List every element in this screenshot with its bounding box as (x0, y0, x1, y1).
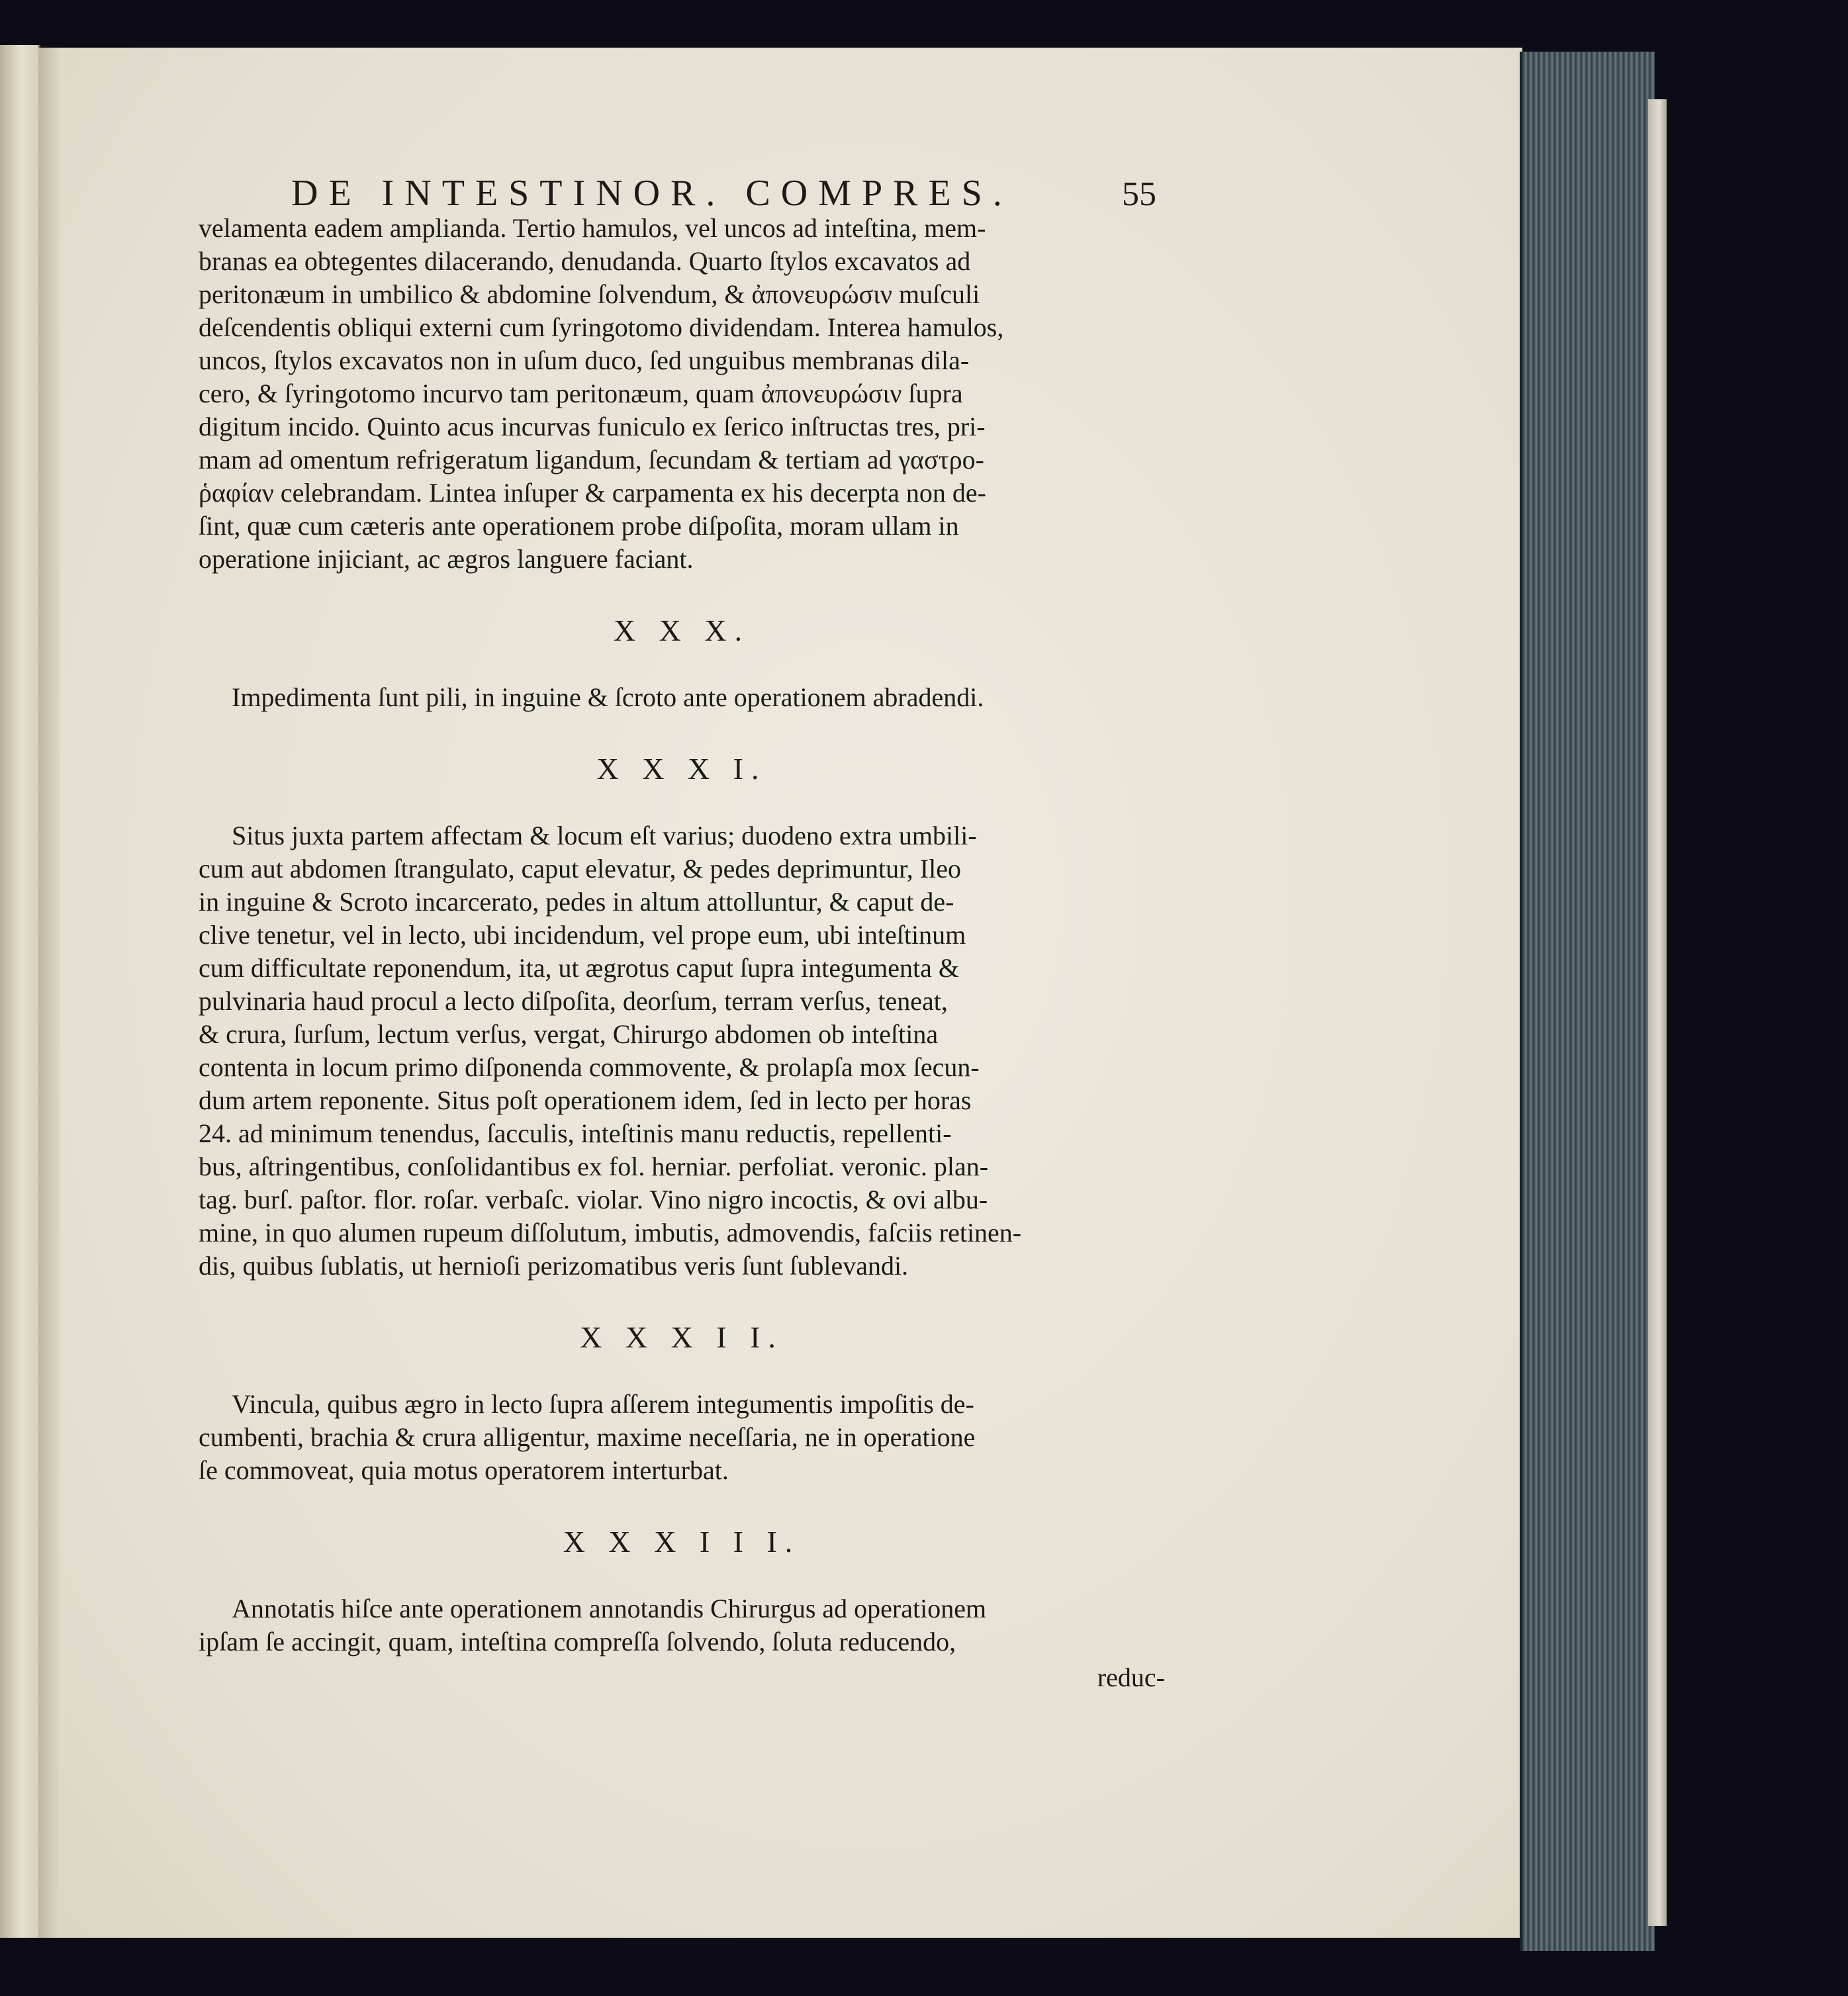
text-line: cum aut abdomen ſtrangulato, caput elevatur, & pedes deprimuntur, Ileo (199, 854, 961, 884)
left-page-edge (0, 45, 40, 1938)
text-line: ſint, quæ cum cæteris ante operationem probe diſpoſita, moram ullam in (199, 511, 959, 541)
text-line: uncos, ſtylos excavatos non in uſum duco, ſed unguibus membranas dila- (199, 345, 970, 375)
section-numeral: X X X I I I. (563, 1525, 801, 1559)
text-line: pulvinaria haud procul a lecto diſpoſita, deorſum, terram verſus, teneat, (199, 986, 948, 1016)
paragraph (199, 1388, 1165, 1487)
text-line: Vincula, quibus ægro in lecto ſupra aſſerem integumentis impoſitis de- (232, 1389, 974, 1419)
text-line: peritonæum in umbilico & abdomine ſolvendum, & ἀπονευρώσιν muſculi (199, 279, 980, 309)
text-line: dum artem reponente. Situs poſt operationem idem, ſed in lecto per horas (199, 1085, 972, 1115)
text-line: cum difficultate reponendum, ita, ut ægrotus caput ſupra integumenta & (199, 953, 959, 983)
page-text (199, 159, 1165, 1694)
text-line: ipſam ſe accingit, quam, inteſtina compreſſa ſolvendo, ſoluta reducendo, (199, 1627, 956, 1656)
text-line: contenta in locum primo diſponenda commovente, & prolapſa mox ſecun- (199, 1052, 980, 1082)
text-line: 24. ad minimum tenendus, ſacculis, inteſtinis manu reductis, repellenti- (199, 1118, 952, 1148)
text-line: Impedimenta ſunt pili, in inguine & ſcroto ante operationem abradendi. (232, 682, 984, 712)
text-line: dis, quibus ſublatis, ut hernioſi perizomatibus veris ſunt ſublevandi. (199, 1251, 909, 1281)
text-line: ſe commoveat, quia motus operatorem interturbat. (199, 1455, 729, 1485)
text-line: ῥαφίαν celebrandam. Lintea inſuper & carpamenta ex his decerpta non de- (199, 478, 986, 508)
paragraph (199, 681, 1165, 714)
paragraph (199, 1592, 1165, 1658)
cover-edge (1648, 99, 1667, 1926)
text-line: & crura, ſurſum, lectum verſus, vergat, Chirurgo abdomen ob inteſtina (199, 1019, 939, 1049)
text-line: digitum incido. Quinto acus incurvas funiculo ex ſerico inſtructas tres, pri- (199, 412, 986, 441)
text-line: branas ea obtegentes dilacerando, denudanda. Quarto ſtylos excavatos ad (199, 246, 971, 276)
section-numeral: X X X. (613, 613, 751, 647)
text-line: Situs juxta partem affectam & locum eſt varius; duodeno extra umbili- (232, 821, 977, 850)
running-header (199, 159, 1165, 212)
text-line: velamenta eadem amplianda. Tertio hamulos, vel uncos ad inteſtina, mem- (199, 213, 986, 243)
text-line: mam ad omentum refrigeratum ligandum, ſecundam & tertiam ad γαστρο- (199, 445, 984, 475)
text-line: cero, & ſyringotomo incurvo tam peritonæum, quam ἀπονευρώσιν ſupra (199, 379, 963, 408)
page-block-edge (1520, 52, 1655, 1951)
paragraph (199, 819, 1165, 1283)
section-numeral: X X X I I. (580, 1320, 784, 1354)
text-line: in inguine & Scroto incarcerato, pedes in altum attolluntur, & caput de- (199, 887, 954, 917)
catchword: reduc- (1097, 1662, 1165, 1692)
text-line: operatione injiciant, ac ægros languere faciant. (199, 544, 694, 574)
text-line: cumbenti, brachia & crura alligentur, maxime neceſſaria, ne in operatione (199, 1422, 976, 1452)
text-line: Annotatis hiſce ante operationem annotandis Chirurgus ad operationem (232, 1594, 987, 1623)
page-number: 55 (1122, 175, 1156, 213)
text-line: mine, in quo alumen rupeum diſſolutum, imbutis, admovendis, faſciis retinen- (199, 1218, 1022, 1248)
running-title: DE INTESTINOR. COMPRES. (291, 173, 1013, 214)
section-numeral: X X X I. (596, 752, 767, 786)
text-line: clive tenetur, vel in lecto, ubi incidendum, vel prope eum, ubi inteſtinum (199, 920, 966, 950)
text-line: tag. burſ. paſtor. flor. roſar. verbaſc. violar. Vino nigro incoctis, & ovi albu- (199, 1185, 988, 1214)
text-line: bus, aſtringentibus, conſolidantibus ex fol. herniar. perfoliat. veronic. plan- (199, 1152, 989, 1181)
text-line: deſcendentis obliqui externi cum ſyringotomo dividendam. Interea hamulos, (199, 312, 1004, 342)
paragraph (199, 212, 1165, 576)
